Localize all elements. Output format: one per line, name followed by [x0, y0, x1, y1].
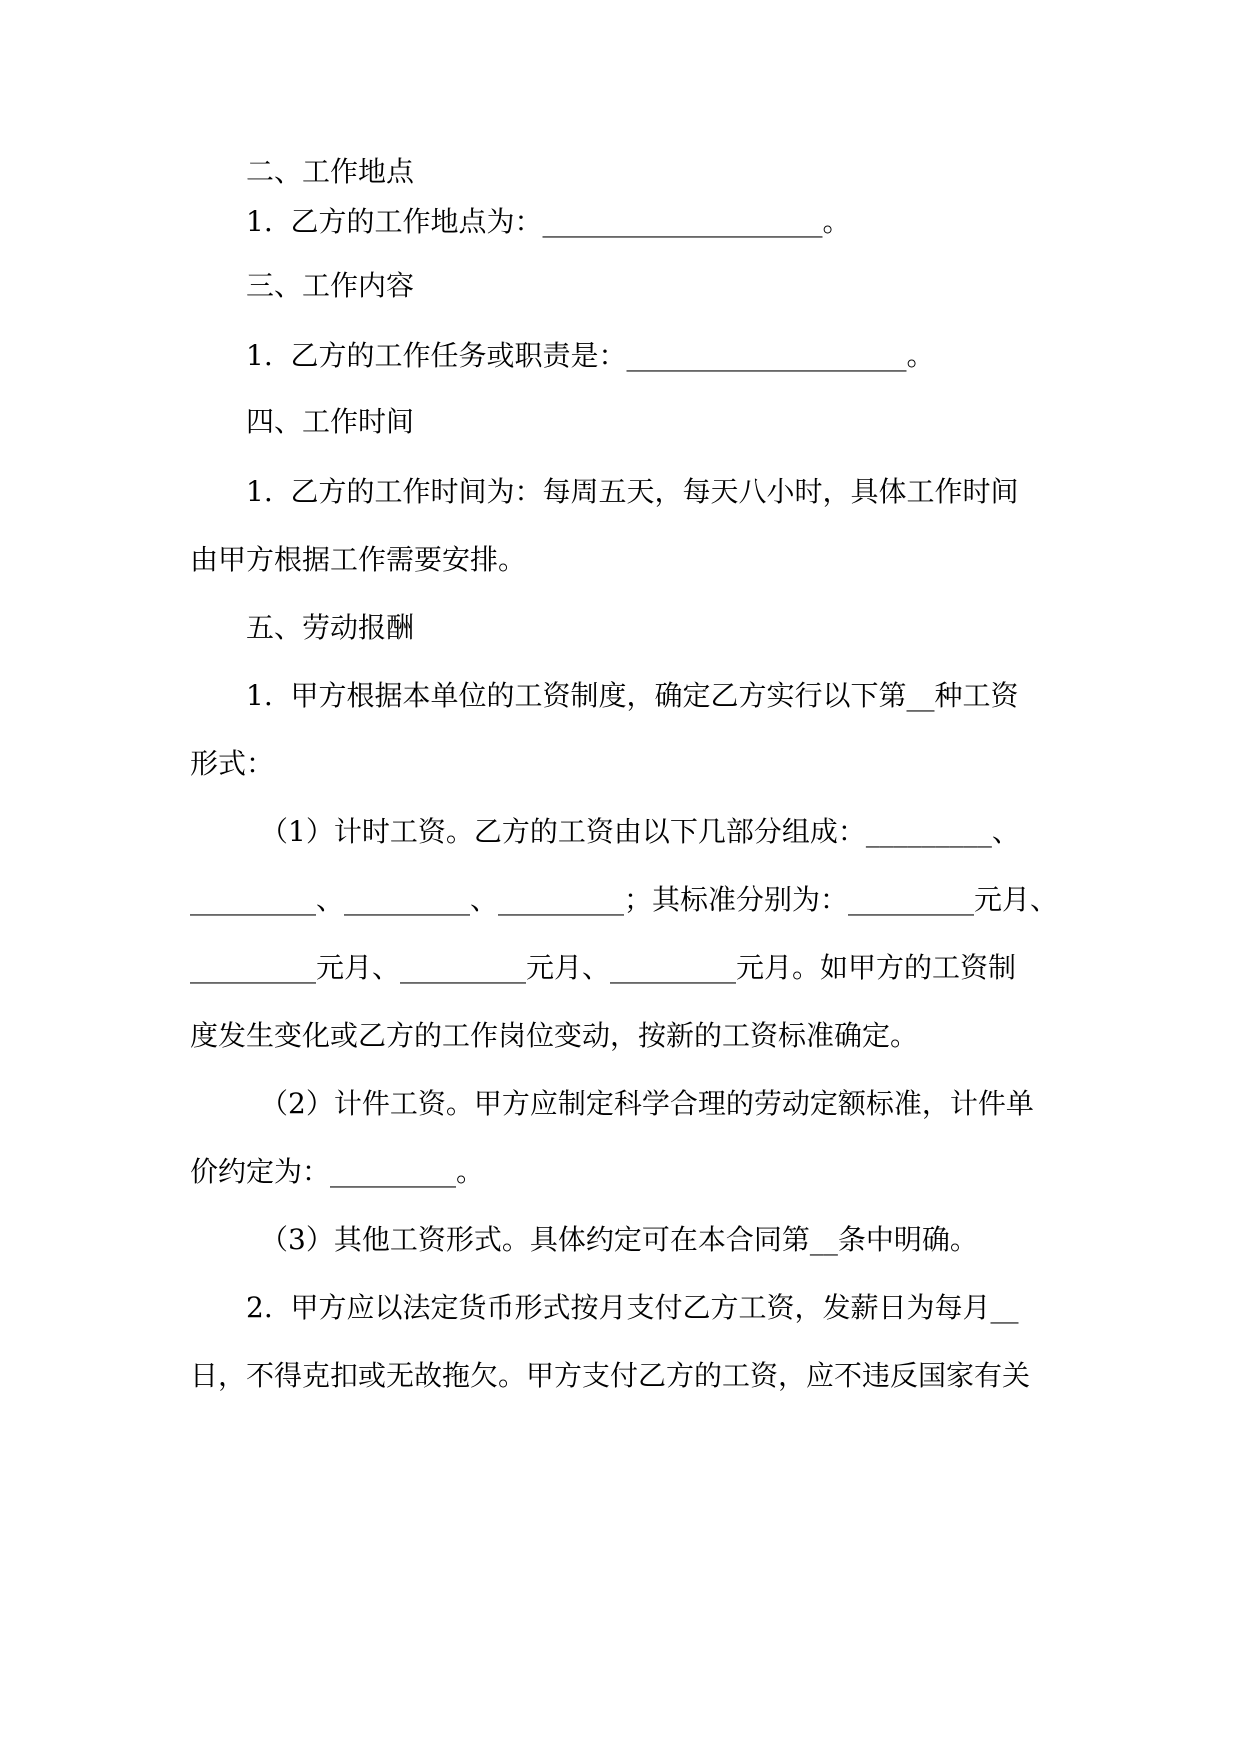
- clause-wage-form-line-2: 形式：: [190, 747, 275, 780]
- clause-work-time-line-2: 由甲方根据工作需要安排。: [190, 543, 527, 576]
- clause-other-wage: （3）其他工资形式。具体约定可在本合同第__条中明确。: [260, 1223, 978, 1256]
- clause-time-wage-line-4: 度发生变化或乙方的工作岗位变动，按新的工资标准确定。: [190, 1019, 919, 1052]
- clause-piece-wage-line-2: 价约定为：_________。: [190, 1155, 485, 1188]
- section-heading-work-time: 四、工作时间: [246, 405, 415, 438]
- clause-work-duties: 1. 乙方的工作任务或职责是：____________________。: [246, 339, 935, 372]
- clause-time-wage-line-3: _________元月、_________元月、_________元月。如甲方的工资制: [190, 951, 1017, 984]
- clause-time-wage-line-2: _________、_________、_________；其标准分别为：_________元月、: [190, 883, 1059, 916]
- section-heading-remuneration: 五、劳动报酬: [246, 611, 415, 644]
- clause-time-wage-line-1: （1）计时工资。乙方的工资由以下几部分组成：_________、: [260, 815, 1020, 848]
- clause-payment-line-1: 2. 甲方应以法定货币形式按月支付乙方工资，发薪日为每月__: [246, 1291, 1019, 1324]
- clause-wage-form-line-1: 1. 甲方根据本单位的工资制度，确定乙方实行以下第__种工资: [246, 679, 1019, 712]
- clause-payment-line-2: 日，不得克扣或无故拖欠。甲方支付乙方的工资，应不违反国家有关: [190, 1359, 1031, 1392]
- section-heading-work-content: 三、工作内容: [246, 269, 415, 302]
- section-heading-work-location: 二、工作地点: [246, 155, 415, 188]
- clause-work-time-line-1: 1. 乙方的工作时间为：每周五天，每天八小时，具体工作时间: [246, 475, 1019, 508]
- clause-work-location: 1. 乙方的工作地点为：____________________。: [246, 205, 851, 238]
- clause-piece-wage-line-1: （2）计件工资。甲方应制定科学合理的劳动定额标准，计件单: [260, 1087, 1034, 1120]
